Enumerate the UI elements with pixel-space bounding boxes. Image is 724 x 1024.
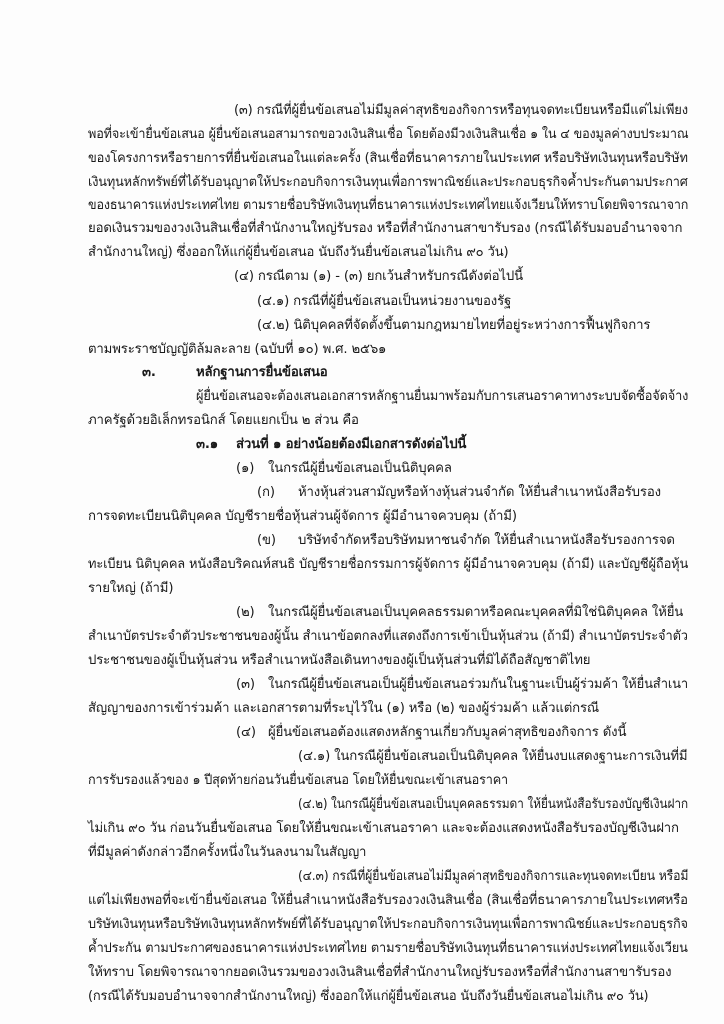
text-line: ผู้ยื่นข้อเสนอต้องแสดงหลักฐานเกี่ยวกับมูลค่าสุทธิของกิจการ ดังนี้ [268, 725, 627, 740]
text-line: ในกรณีผู้ยื่นข้อเสนอเป็นนิติบุคคล [268, 461, 452, 476]
text-line: แต่ไม่เพียงพอที่จะเข้ายื่นข้อเสนอ ให้ยื่นสำเนาหนังสือรับรองวงเงินสินเชื่อ (สินเชื่อที่ธนาคารภายในประเทศหรือ [88, 893, 688, 908]
text-line: (๔.๒) นิติบุคคลที่จัดตั้งขึ้นตามกฎหมายไทยที่อยู่ระหว่างการฟื้นฟูกิจการ [257, 318, 651, 333]
text-line: (๔.๑) กรณีที่ผู้ยื่นข้อเสนอเป็นหน่วยงานของรัฐ [257, 294, 512, 309]
text-line: บริษัทเงินทุนหรือบริษัทเงินทุนหลักทรัพย์ที่ได้รับอนุญาตให้ประกอบกิจการเงินทุนเพื่อการพาณิชย์และประกอบธุรกิจ [88, 917, 688, 932]
text-line: พอที่จะเข้ายื่นข้อเสนอ ผู้ยื่นข้อเสนอสามารถขอวงเงินสินเชื่อ โดยต้องมีวงเงินสินเชื่อ ๑ ใน ๔ ของมูลค่างบประมาณ [88, 127, 689, 142]
text-line: ประชาชนของผู้เป็นหุ้นส่วน หรือสำเนาหนังสือเดินทางของผู้เป็นหุ้นส่วนที่มิได้ถือสัญชาติไทย [88, 653, 591, 668]
text-line: ภาครัฐด้วยอิเล็กทรอนิกส์ โดยแยกเป็น ๒ ส่วน คือ [88, 413, 359, 428]
text-line: รายใหญ่ (ถ้ามี) [88, 581, 174, 596]
text-line: (๔.๒) ในกรณีผู้ยื่นข้อเสนอเป็นบุคคลธรรมดา ให้ยื่นหนังสือรับรองบัญชีเงินฝาก [298, 797, 689, 812]
text-line: ตามพระราชบัญญัติล้มละลาย (ฉบับที่ ๑๐) พ.ศ. ๒๕๖๑ [88, 342, 387, 357]
text-line: (๔) กรณีตาม (๑) - (๓) ยกเว้นสำหรับกรณีดังต่อไปนี้ [234, 269, 523, 284]
section-number: ๓. [142, 365, 156, 380]
item-number: (๓) [236, 677, 255, 692]
text-line: สำนักงานใหญ่) ซึ่งออกให้แก่ผู้ยื่นข้อเสนอ นับถึงวันยื่นข้อเสนอไม่เกิน ๙๐ วัน) [88, 245, 509, 260]
text-line: ที่มีมูลค่าดังกล่าวอีกครั้งหนึ่งในวันลงนามในสัญญา [88, 845, 367, 860]
text-line: การจดทะเบียนนิติบุคคล บัญชีรายชื่อหุ้นส่วนผู้จัดการ ผู้มีอำนาจควบคุม (ถ้ามี) [88, 509, 517, 524]
text-line: ของโครงการหรือรายการที่ยื่นข้อเสนอในแต่ละครั้ง (สินเชื่อที่ธนาคารภายในประเทศ หรือบริษัทเงินทุนหรือบริษัท [88, 151, 688, 166]
subsection-heading: ส่วนที่ ๑ อย่างน้อยต้องมีเอกสารดังต่อไปนี้ [236, 437, 467, 452]
item-number: (ก) [257, 485, 275, 500]
text-line: (กรณีได้รับมอบอำนาจจากสำนักงานใหญ่) ซึ่งออกให้แก่ผู้ยื่นข้อเสนอ นับถึงวันยื่นข้อเสนอไม่เกิน ๙๐ วัน) [88, 989, 649, 1004]
text-line: เงินทุนหลักทรัพย์ที่ได้รับอนุญาตให้ประกอบกิจการเงินทุนเพื่อการพาณิชย์และประกอบธุรกิจค้ำประกันตามประกาศ [88, 175, 688, 190]
text-line: ให้ทราบ โดยพิจารณาจากยอดเงินรวมของวงเงินสินเชื่อที่สำนักงานใหญ่รับรองหรือที่สำนักงานสาขารับรอง [88, 965, 672, 980]
text-line: บริษัทจำกัดหรือบริษัทมหาชนจำกัด ให้ยื่นสำเนาหนังสือรับรองการจด [298, 533, 675, 548]
text-line: ในกรณีผู้ยื่นข้อเสนอเป็นบุคคลธรรมดาหรือคณะบุคคลที่มิใช่นิติบุคคล ให้ยื่น [268, 605, 684, 620]
text-line: (๔.๓) กรณีที่ผู้ยื่นข้อเสนอไม่มีมูลค่าสุทธิของกิจการและทุนจดทะเบียน หรือมี [298, 869, 689, 884]
text-line: (๓) กรณีที่ผู้ยื่นข้อเสนอไม่มีมูลค่าสุทธิของกิจการหรือทุนจดทะเบียนหรือมีแต่ไม่เพียง [234, 103, 688, 118]
text-line: ยอดเงินรวมของวงเงินสินเชื่อที่สำนักงานใหญ่รับรอง หรือที่สำนักงานสาขารับรอง (กรณีได้รับมอบอำนาจจาก [88, 221, 683, 236]
text-line: สำเนาบัตรประจำตัวประชาชนของผู้นั้น สำเนาข้อตกลงที่แสดงถึงการเข้าเป็นหุ้นส่วน (ถ้ามี) สำเนาบัตรประจำตัว [88, 629, 688, 644]
text-line: สัญญาของการเข้าร่วมค้า และเอกสารตามที่ระบุไว้ใน (๑) หรือ (๒) ของผู้ร่วมค้า แล้วแต่กรณี [88, 701, 599, 716]
section-heading: หลักฐานการยื่นข้อเสนอ [196, 365, 328, 380]
text-line: ทะเบียน นิติบุคคล หนังสือบริคณห์สนธิ บัญชีรายชื่อกรรมการผู้จัดการ ผู้มีอำนาจควบคุม (ถ้ามี) และบัญชีผู้ถือหุ้น [88, 557, 689, 572]
item-number: (ข) [257, 533, 276, 548]
text-line: ห้างหุ้นส่วนสามัญหรือห้างหุ้นส่วนจำกัด ให้ยื่นสำเนาหนังสือรับรอง [298, 485, 661, 500]
item-number: (๒) [236, 605, 255, 620]
item-number: (๑) [236, 461, 255, 476]
text-line: ของธนาคารแห่งประเทศไทย ตามรายชื่อบริษัทเงินทุนที่ธนาคารแห่งประเทศไทยแจ้งเวียนให้ทราบโดยพิจารณาจาก [88, 198, 689, 213]
text-line: ค้ำประกัน ตามประกาศของธนาคารแห่งประเทศไทย ตามรายชื่อบริษัทเงินทุนที่ธนาคารแห่งประเทศไทยแจ้งเวียน [88, 941, 688, 956]
item-number: (๔) [236, 725, 256, 740]
text-line: ในกรณีผู้ยื่นข้อเสนอเป็นผู้ยื่นข้อเสนอร่วมกันในฐานะเป็นผู้ร่วมค้า ให้ยื่นสำเนา [268, 677, 689, 692]
subsection-number: ๓.๑ [196, 437, 218, 452]
text-line: การรับรองแล้วของ ๑ ปีสุดท้ายก่อนวันยื่นข้อเสนอ โดยให้ยื่นขณะเข้าเสนอราคา [88, 773, 509, 788]
text-line: ผู้ยื่นข้อเสนอจะต้องเสนอเอกสารหลักฐานยื่นมาพร้อมกับการเสนอราคาทางระบบจัดซื้อจัดจ้าง [196, 389, 689, 404]
text-line: ไม่เกิน ๙๐ วัน ก่อนวันยื่นข้อเสนอ โดยให้ยื่นขณะเข้าเสนอราคา และจะต้องแสดงหนังสือรับรองบัญชีเงินฝาก [88, 821, 679, 836]
text-line: (๔.๑) ในกรณีผู้ยื่นข้อเสนอเป็นนิติบุคคล ให้ยื่นงบแสดงฐานะการเงินที่มี [298, 749, 688, 764]
